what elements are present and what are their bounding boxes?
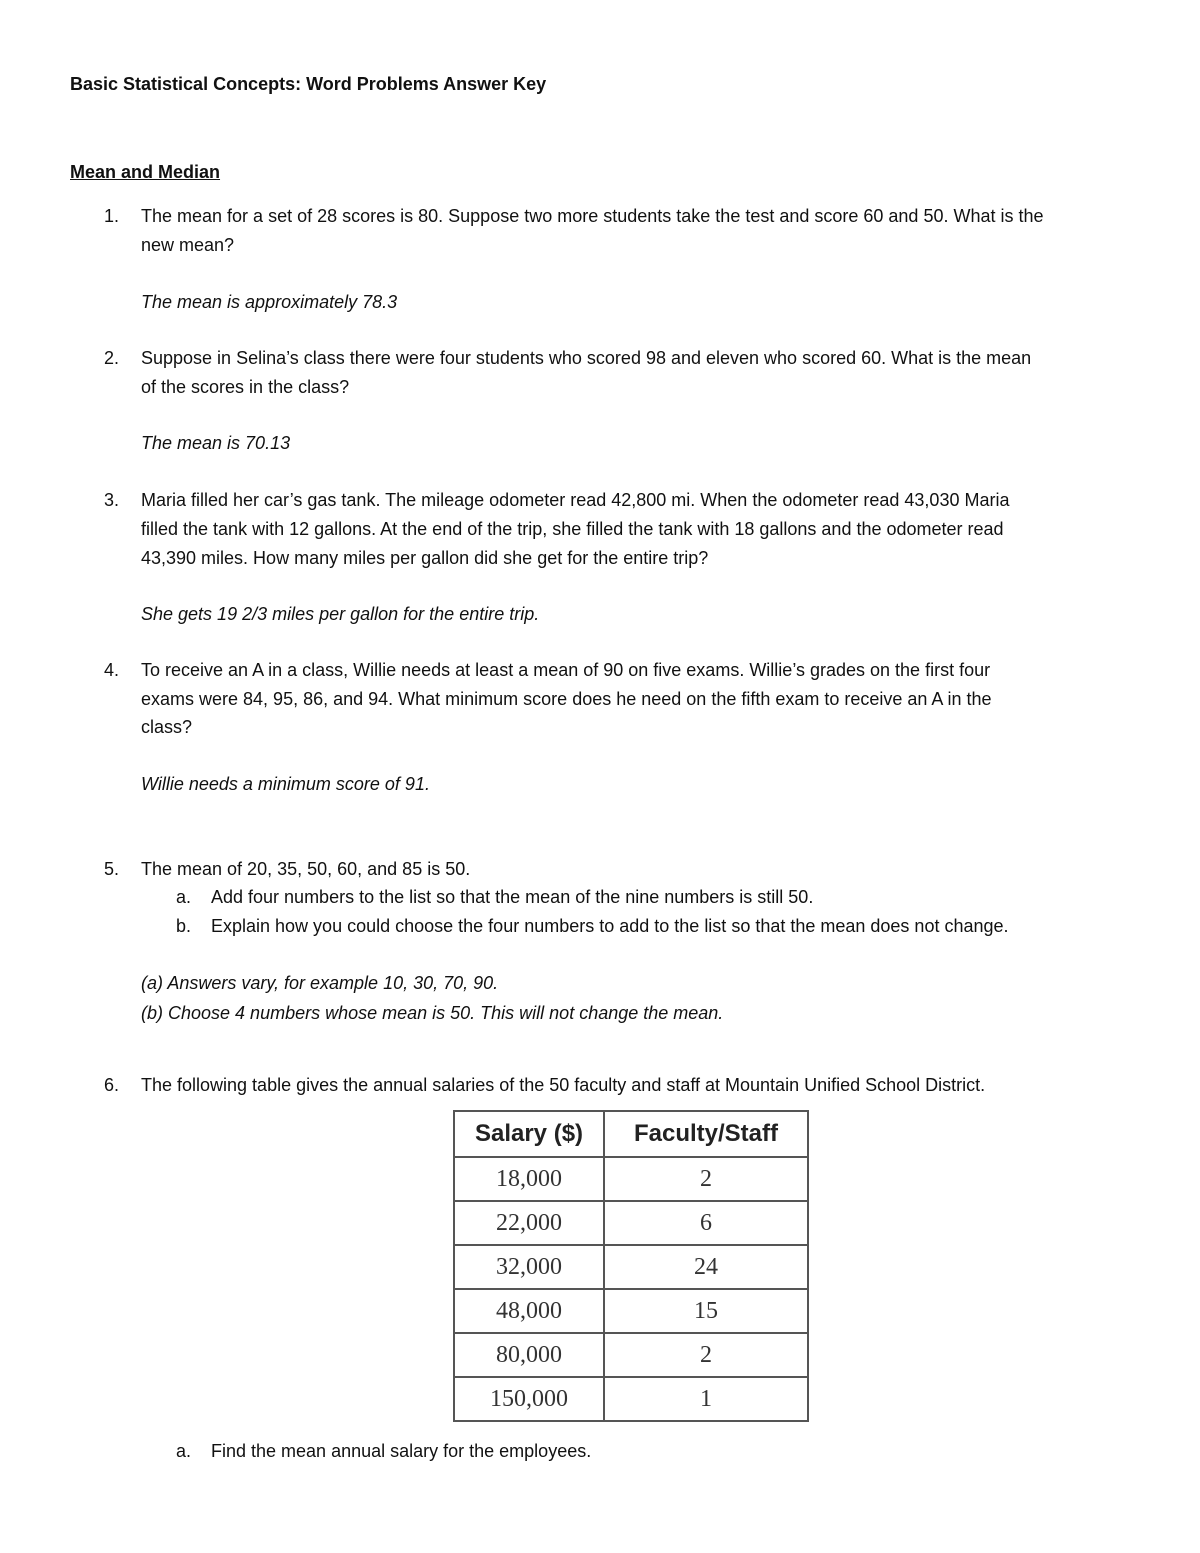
section-heading: Mean and Median xyxy=(70,162,221,182)
answer-text: (b) Choose 4 numbers whose mean is 50. This will not change the mean. xyxy=(141,1003,724,1023)
table-row xyxy=(454,1333,808,1377)
column-header-salary: Salary ($) xyxy=(454,1111,604,1157)
question-text: class? xyxy=(141,717,193,737)
question-text: The following table gives the annual salaries of the 50 faculty and staff at Mountain Unified School District. xyxy=(141,1075,986,1095)
count-cell: 6 xyxy=(604,1201,808,1245)
sub-question-letter: b. xyxy=(176,916,192,936)
document-title: Basic Statistical Concepts: Word Problems Answer Key xyxy=(70,74,547,94)
question-text: new mean? xyxy=(141,235,235,255)
question-number: 6. xyxy=(104,1075,120,1095)
table-row xyxy=(454,1289,808,1333)
question-number: 5. xyxy=(104,859,120,879)
table-row xyxy=(454,1245,808,1289)
answer-text: The mean is 70.13 xyxy=(141,433,291,453)
sub-question-letter: a. xyxy=(176,1441,192,1461)
question-text: The mean of 20, 35, 50, 60, and 85 is 50. xyxy=(141,859,471,879)
count-cell: 1 xyxy=(604,1377,808,1421)
question-text: Maria filled her car’s gas tank. The mileage odometer read 42,800 mi. When the odometer read 43,030 Maria xyxy=(141,490,1010,510)
question-number: 2. xyxy=(104,348,120,368)
question-number: 1. xyxy=(104,206,120,226)
question-text: Suppose in Selina’s class there were four students who scored 98 and eleven who scored 60. What is the mean xyxy=(141,348,1032,368)
answer-text: (a) Answers vary, for example 10, 30, 70, 90. xyxy=(141,973,499,993)
salary-cell: 22,000 xyxy=(454,1201,604,1245)
salary-table xyxy=(453,1110,809,1422)
question-text: of the scores in the class? xyxy=(141,377,350,397)
count-cell: 24 xyxy=(604,1245,808,1289)
column-header-faculty-staff: Faculty/Staff xyxy=(604,1111,808,1157)
sub-question-text: Find the mean annual salary for the employees. xyxy=(211,1441,592,1461)
answer-text: Willie needs a minimum score of 91. xyxy=(141,774,430,794)
salary-cell: 80,000 xyxy=(454,1333,604,1377)
question-number: 4. xyxy=(104,660,120,680)
question-text: exams were 84, 95, 86, and 94. What minimum score does he need on the fifth exam to receive an A in the xyxy=(141,689,992,709)
answer-text: She gets 19 2/3 miles per gallon for the entire trip. xyxy=(141,604,540,624)
sub-question-letter: a. xyxy=(176,887,192,907)
salary-cell: 18,000 xyxy=(454,1157,604,1201)
sub-question-text: Add four numbers to the list so that the mean of the nine numbers is still 50. xyxy=(211,887,814,907)
question-number: 3. xyxy=(104,490,120,510)
question-text: filled the tank with 12 gallons. At the end of the trip, she filled the tank with 18 gallons and the odometer read xyxy=(141,519,1004,539)
count-cell: 2 xyxy=(604,1333,808,1377)
question-text: 43,390 miles. How many miles per gallon did she get for the entire trip? xyxy=(141,548,709,568)
salary-cell: 48,000 xyxy=(454,1289,604,1333)
question-text: The mean for a set of 28 scores is 80. Suppose two more students take the test and score 60 and 50. What is the xyxy=(141,206,1044,226)
count-cell: 2 xyxy=(604,1157,808,1201)
count-cell: 15 xyxy=(604,1289,808,1333)
question-text: To receive an A in a class, Willie needs at least a mean of 90 on five exams. Willie’s grades on the first four xyxy=(141,660,991,680)
table-row xyxy=(454,1377,808,1421)
sub-question-text: Explain how you could choose the four numbers to add to the list so that the mean does not change. xyxy=(211,916,1009,936)
table-header-row xyxy=(454,1111,808,1157)
table-row xyxy=(454,1157,808,1201)
answer-text: The mean is approximately 78.3 xyxy=(141,292,398,312)
salary-cell: 150,000 xyxy=(454,1377,604,1421)
salary-cell: 32,000 xyxy=(454,1245,604,1289)
table-row xyxy=(454,1201,808,1245)
